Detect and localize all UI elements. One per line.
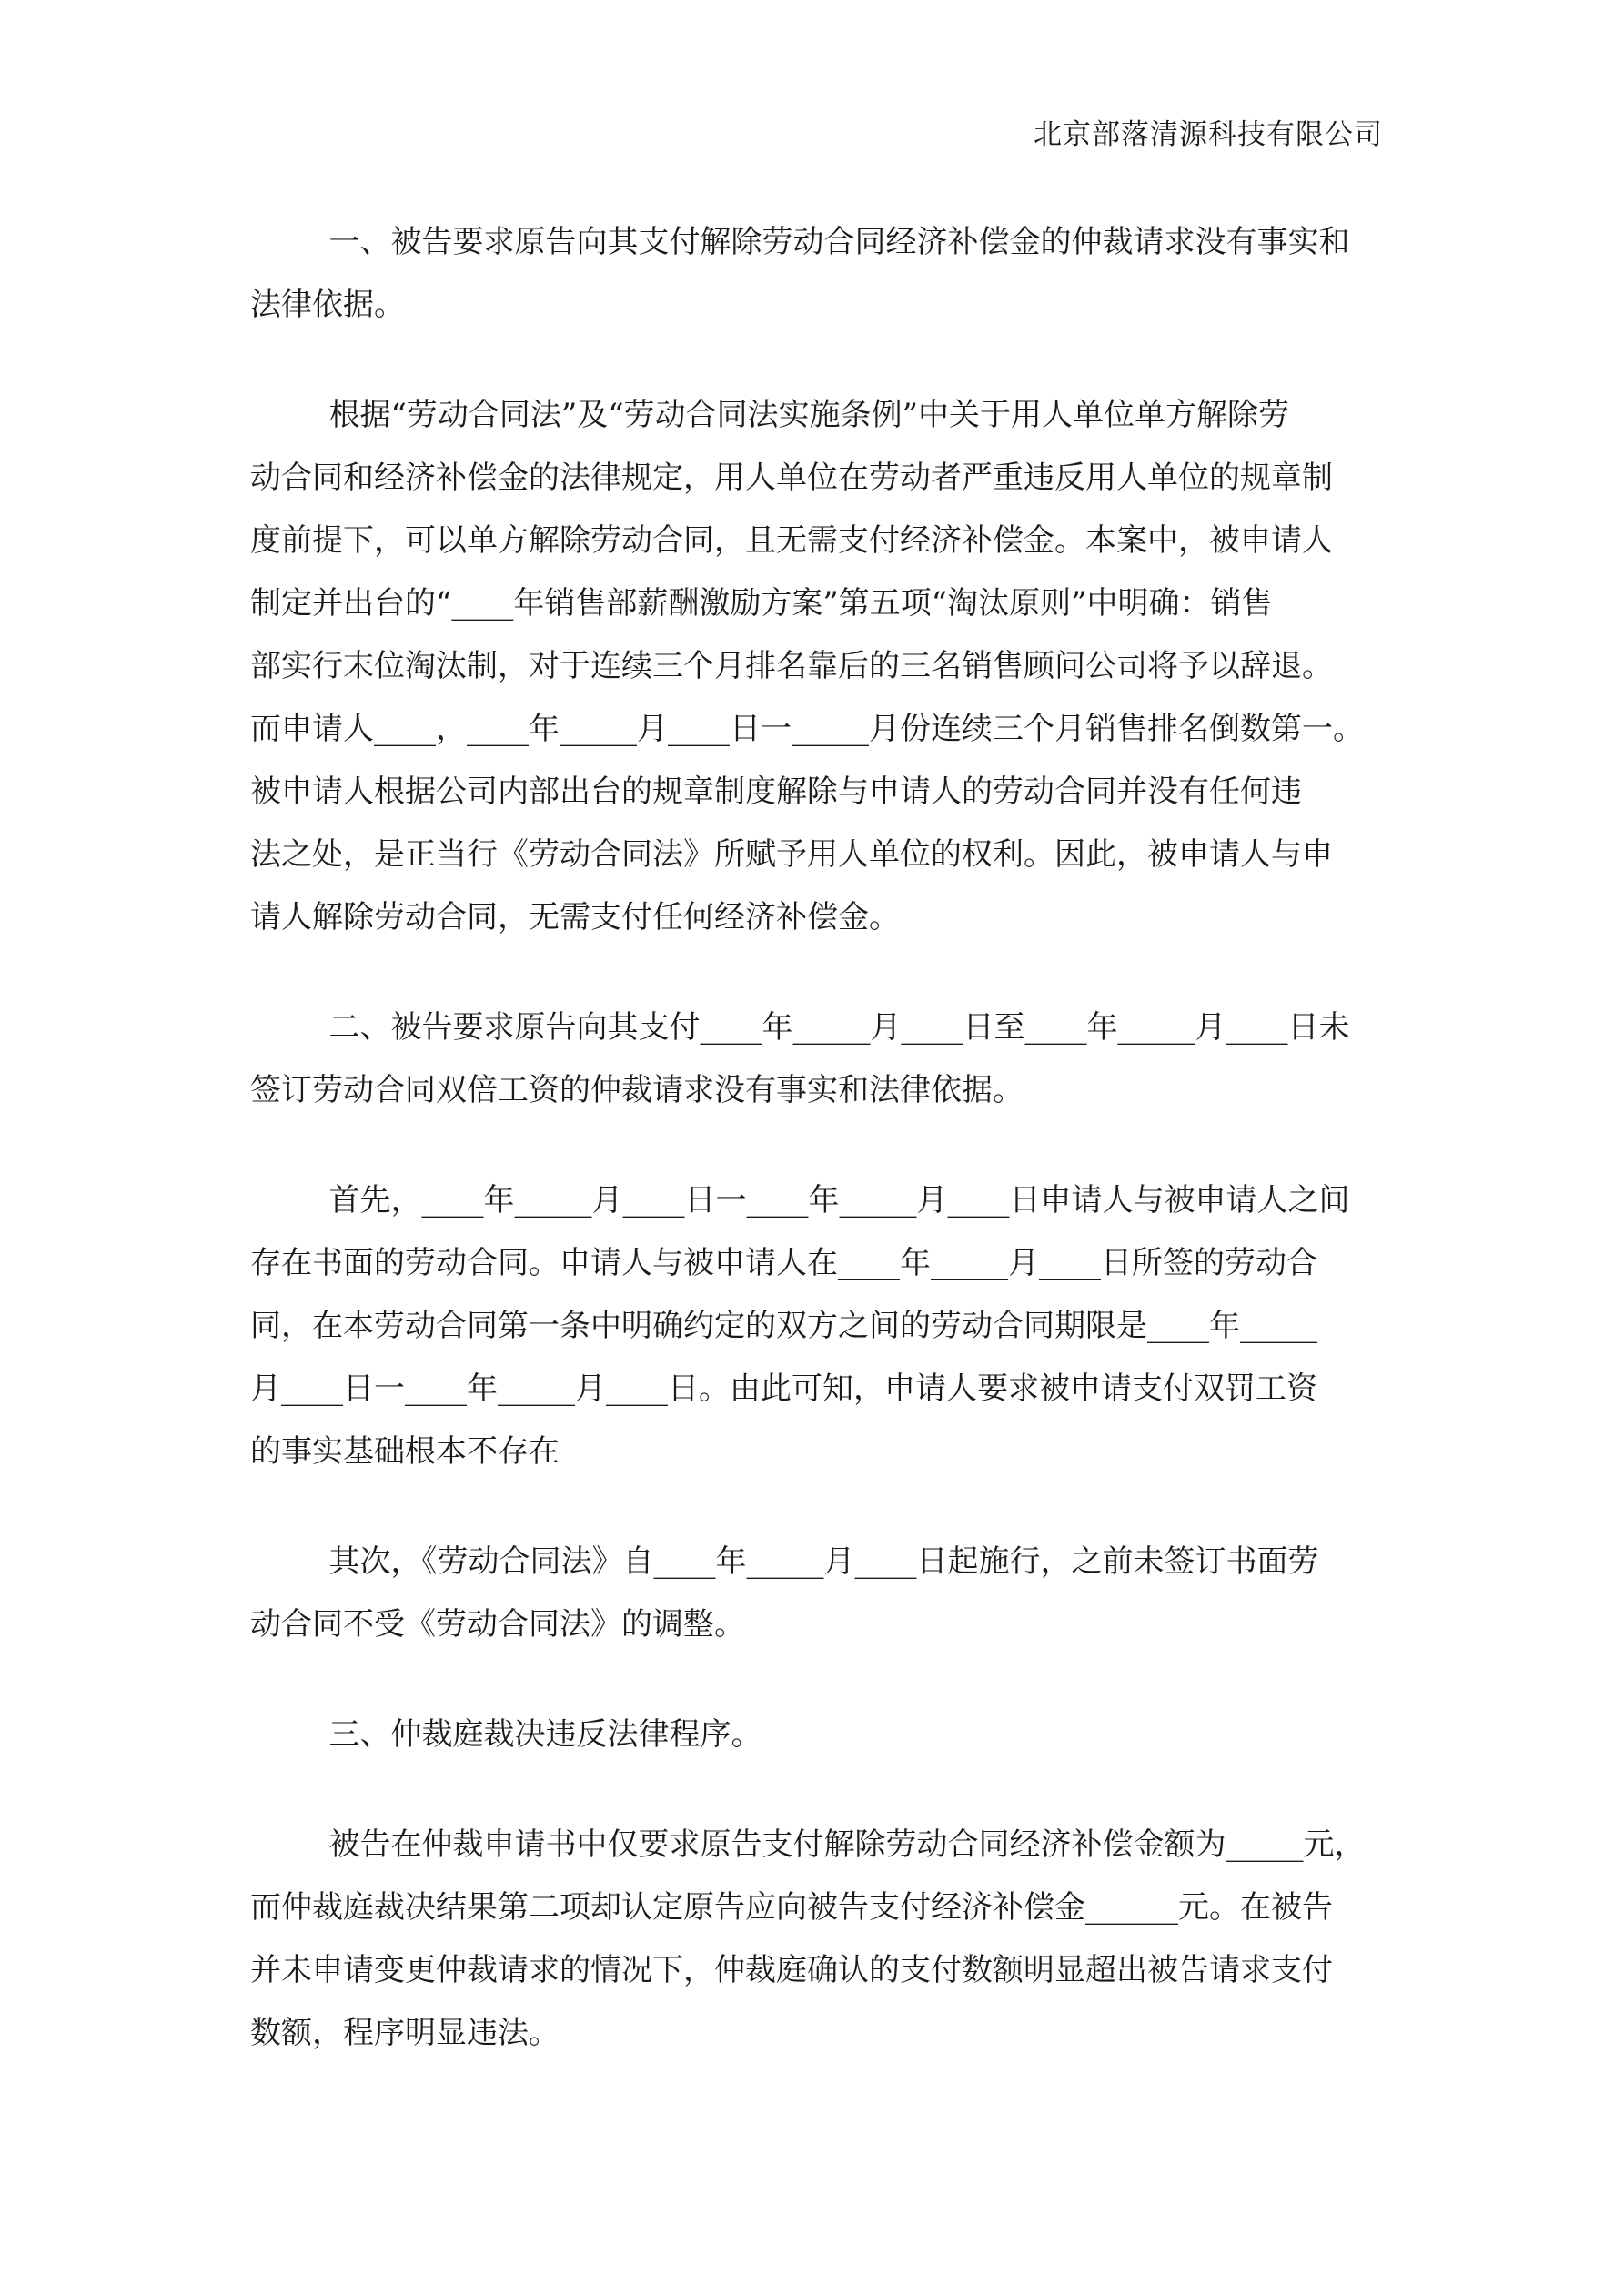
company-header: 北京部落清源科技有限公司 xyxy=(1034,118,1383,151)
paragraph-section-2-second: 其次，《劳动合同法》自____年_____月____日起施行，之前未签订书面劳 动合同不受《劳动合同法》的调整。 xyxy=(250,1543,1319,1643)
paragraph-section-1-heading: 一、被告要求原告向其支付解除劳动合同经济补偿金的仲裁请求没有事实和 法律依据。 xyxy=(250,224,1350,323)
paragraph-section-2-heading: 二、被告要求原告向其支付____年_____月____日至____年_____月____日未 签订劳动合同双倍工资的仲裁请求没有事实和法律依据。 xyxy=(250,1009,1350,1108)
document-body xyxy=(250,211,1397,2112)
paragraph-section-3-heading: 三、仲裁庭裁决违反法律程序。 xyxy=(250,1716,762,1753)
paragraph-section-3-body: 被告在仲裁申请书中仅要求原告支付解除劳动合同经济补偿金额为_____元， 而仲裁庭裁决结果第二项却认定原告应向被告支付经济补偿金______元。在被告 并未申请变更仲裁请求的情况下，仲裁庭确认的支付数额明显超出被告请求支付 数额，程序明显违法。 xyxy=(250,1826,1366,2051)
paragraph-section-2-first: 首先，____年_____月____日一____年_____月____日申请人与被申请人之间 存在书面的劳动合同。申请人与被申请人在____年_____月____日所签的劳动合 同，在本劳动合同第一条中明确约定的双方之间的劳动合同期限是____年_____ 月____日一____年_____月____日。由此可知，申请人要求被申请支付双罚工资 的事实基础根本不存在 xyxy=(250,1182,1350,1470)
paragraph-section-1-body: 根据“劳动合同法”及“劳动合同法实施条例”中关于用人单位单方解除劳 动合同和经济补偿金的法律规定，用人单位在劳动者严重违反用人单位的规章制 度前提下，可以单方解除劳动合同，且无需支付经济补偿金。本案中，被申请人 制定并出台的“____年销售部薪酬激励方案”第五项“淘汰原则”中明确：销售 部实行末位淘汰制，对于连续三个月排名靠后的三名销售顾问公司将予以辞退。 而申请人____，____年_____月____日一_____月份连续三个月销售排名倒数第一。 被申请人根据公司内部出台的规章制度解除与申请人的劳动合同并没有任何违 法之处，是正当行《劳动合同法》所赋予用人单位的权利。因此，被申请人与申 请人解除劳动合同，无需支付任何经济补偿金。 xyxy=(250,397,1364,936)
